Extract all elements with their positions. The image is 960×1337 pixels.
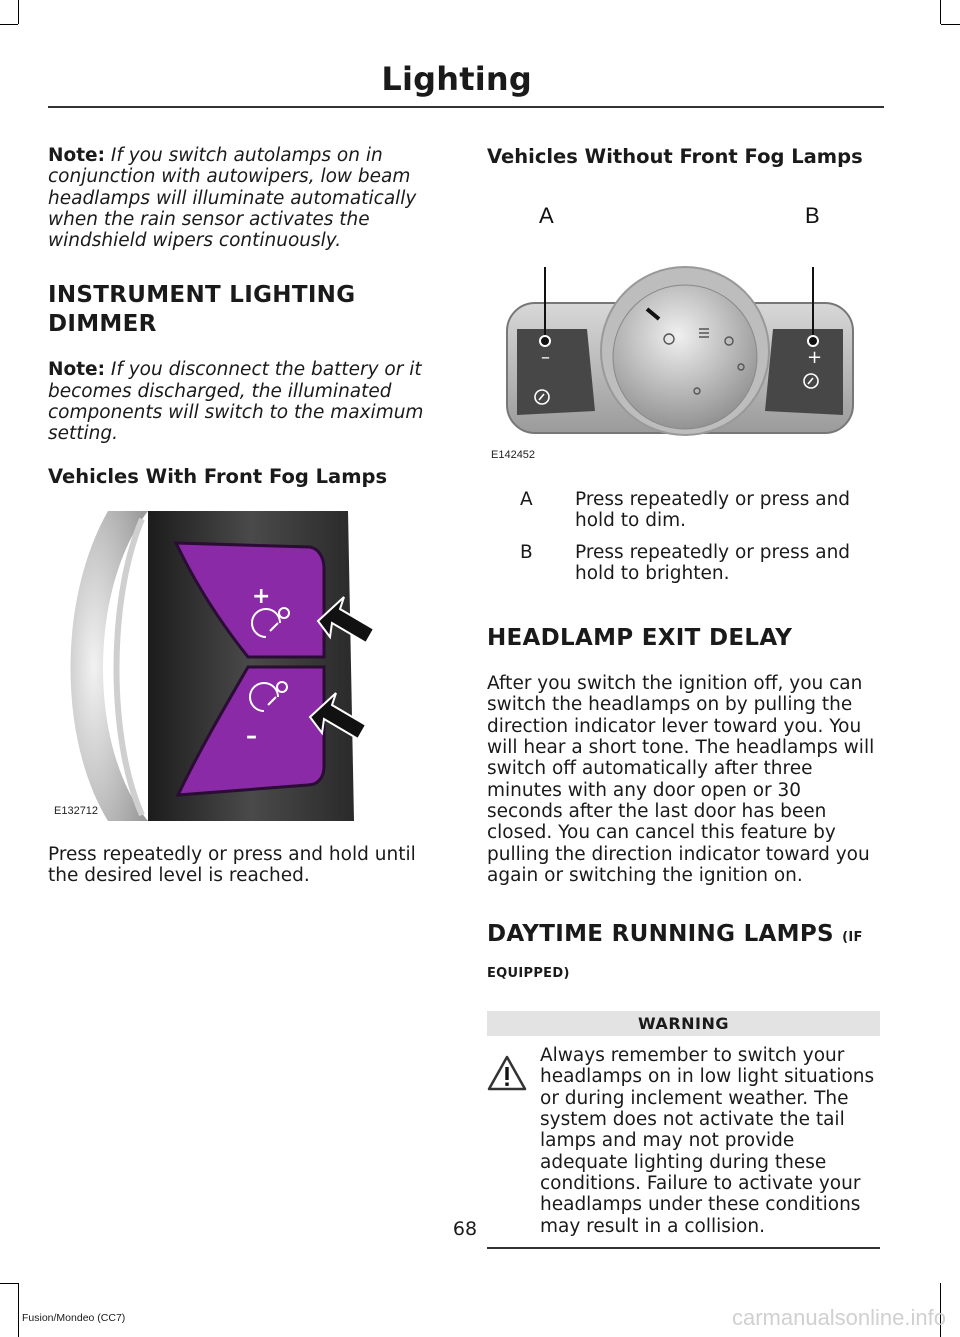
section-title-daytime-running-lamps — [487, 920, 880, 952]
headlamp-exit-delay-body: After you switch the ignition off, you can switch the headlamps on by pulling the direction indicator lever toward you. You will hear a short tone. The headlamps will switch off automatically after three minutes with any door open or 30 seconds after the last door has been closed. You can cancel this feature by pulling the direction indicator toward you again or switching the ignition on. — [487, 673, 875, 886]
callout-a-label: A — [539, 203, 554, 228]
note-text: If you switch autolamps on in conjunction with autowipers, low beam headlamps will illuminate automatically when the rain sensor activates the windshield wipers continuously. — [48, 145, 417, 252]
section-title-line1: INSTRUMENT LIGHTING — [48, 282, 356, 309]
note-battery — [48, 359, 432, 444]
section-title-suffix: (IF — [842, 930, 863, 946]
section-title-line2: DIMMER — [48, 311, 157, 338]
crop-mark — [18, 1283, 19, 1337]
subheading-with-fog: Vehicles With Front Fog Lamps — [48, 464, 388, 488]
warning-triangle-icon — [487, 1055, 527, 1091]
figure-id: E132712 — [54, 804, 99, 817]
note-label: Note: — [48, 359, 105, 381]
figure-id: E142452 — [491, 449, 536, 461]
figure-dimmer-without-fog — [487, 191, 880, 463]
crop-mark — [0, 24, 18, 25]
plus-label: + — [252, 583, 271, 609]
warning-text: Always remember to switch your headlamps on in low light situations or during inclement weather. The system does not activate the tail lamps and may not provide adequate lighting during these conditions. Failure to activate your headlamps under these conditions may result in a collision. — [540, 1045, 875, 1237]
instruction-text: Press repeatedly or press and hold until the desired level is reached. — [48, 843, 416, 886]
section-title-main: DAYTIME RUNNING LAMPS — [487, 921, 834, 948]
callout-text: Press repeatedly or press and hold to dim. — [575, 489, 851, 532]
warning-bottom-rule — [487, 1247, 880, 1249]
subheading-without-fog: Vehicles Without Front Fog Lamps — [487, 145, 863, 168]
section-title-instrument-dimmer — [48, 281, 432, 339]
page-title: Lighting — [381, 60, 532, 98]
right-column — [487, 145, 880, 1249]
warning-header: WARNING — [487, 1011, 880, 1036]
figure-dimmer-with-fog — [48, 509, 432, 827]
left-column — [48, 145, 432, 886]
callout-item — [487, 542, 880, 585]
dimmer-switch-illustration — [48, 509, 432, 827]
crop-mark — [18, 0, 19, 24]
callout-key: B — [520, 541, 533, 563]
note-autolamps — [48, 145, 432, 251]
minus-label: – — [246, 723, 257, 749]
note-label: Note: — [48, 145, 105, 166]
watermark: carmanualsonline.info — [731, 1305, 946, 1330]
section-title-headlamp-exit-delay: HEADLAMP EXIT DELAY — [487, 625, 793, 652]
headlamp-switch-illustration — [487, 191, 880, 463]
section-title-suffix-cont: EQUIPPED) — [487, 966, 570, 982]
crop-mark — [940, 0, 941, 24]
header-rule — [48, 106, 884, 108]
warning-box — [487, 1045, 880, 1237]
callout-text: Press repeatedly or press and hold to brighten. — [575, 541, 851, 584]
page-number: 68 — [452, 1218, 478, 1240]
footer-model: Fusion/Mondeo (CC7) — [22, 1312, 126, 1324]
callout-key: A — [520, 489, 533, 510]
callout-b-label: B — [805, 203, 820, 228]
note-text: If you disconnect the battery or it becomes discharged, the illuminated components will switch to the maximum setting. — [48, 359, 424, 445]
callout-item — [487, 489, 880, 532]
crop-mark — [0, 1283, 18, 1284]
callout-list — [487, 489, 880, 584]
crop-mark — [941, 24, 960, 25]
minus-label: – — [541, 347, 550, 368]
plus-label: + — [807, 347, 823, 368]
